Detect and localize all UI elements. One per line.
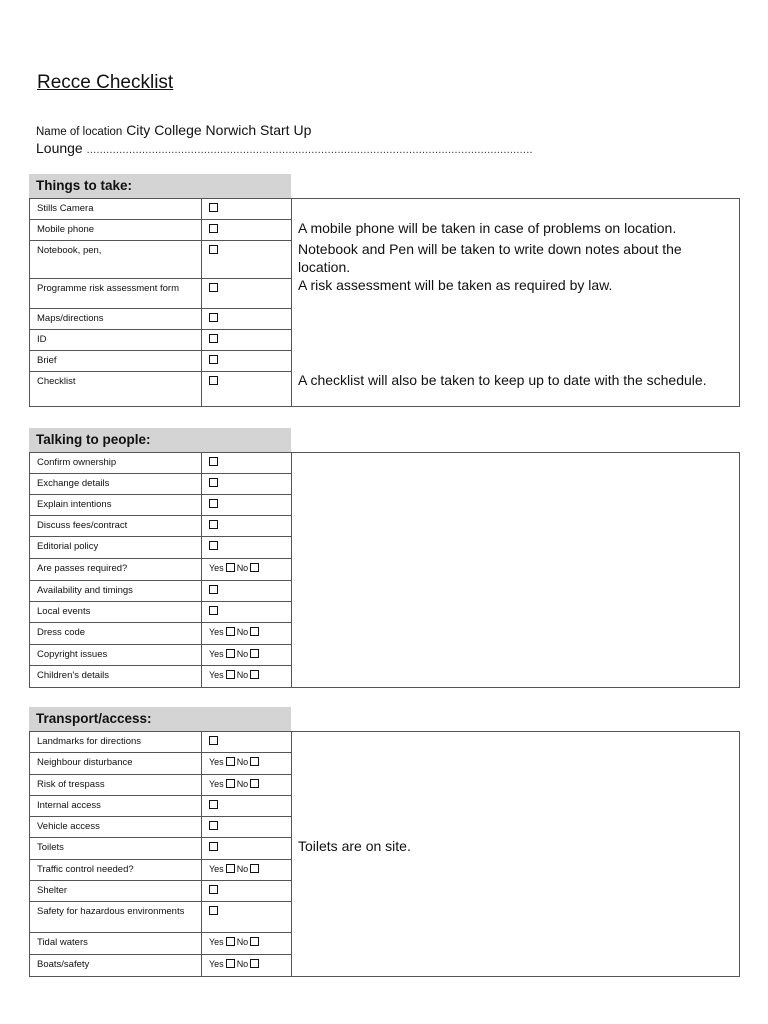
checkbox[interactable] xyxy=(209,885,218,894)
checklist-row-label: Local events xyxy=(30,602,202,622)
no-checkbox[interactable] xyxy=(250,670,259,679)
checklist-row-label: Exchange details xyxy=(30,474,202,494)
checklist-row-label: Are passes required? xyxy=(30,559,202,580)
checklist-row-are-passes-required xyxy=(30,559,292,581)
item-list xyxy=(30,199,292,406)
checkbox-cell xyxy=(202,838,292,859)
checklist-row-label: ID xyxy=(30,330,202,350)
note-risk-assessment: A risk assessment will be taken as required by law. xyxy=(298,277,613,293)
checklist-row-label: Brief xyxy=(30,351,202,371)
checkbox-cell xyxy=(202,753,292,774)
section-heading: Transport/access: xyxy=(29,707,291,731)
checkbox[interactable] xyxy=(209,499,218,508)
item-list xyxy=(30,732,292,976)
checkbox-cell xyxy=(202,495,292,515)
section-heading: Talking to people: xyxy=(29,428,291,452)
checklist-row-maps-directions xyxy=(30,309,292,330)
checklist-row-label: Shelter xyxy=(30,881,202,901)
checklist-row-label: Mobile phone xyxy=(30,220,202,240)
checklist-row-brief xyxy=(30,351,292,372)
checklist-row-landmarks-for-directions xyxy=(30,732,292,753)
checkbox-cell xyxy=(202,666,292,687)
checklist-row-confirm-ownership xyxy=(30,453,292,474)
no-checkbox[interactable] xyxy=(250,627,259,636)
no-label: No xyxy=(236,670,249,680)
notes-cell[interactable] xyxy=(292,453,739,687)
checklist-row-label: Stills Camera xyxy=(30,199,202,219)
checkbox[interactable] xyxy=(209,334,218,343)
yes-label: Yes xyxy=(209,563,224,573)
checkbox[interactable] xyxy=(209,355,218,364)
note-mobile-phone: A mobile phone will be taken in case of problems on location. xyxy=(298,220,677,236)
checklist-row-stills-camera xyxy=(30,199,292,220)
checkbox-cell xyxy=(202,645,292,665)
yes-label: Yes xyxy=(209,864,224,874)
checklist-row-children-s-details xyxy=(30,666,292,687)
section-heading: Things to take: xyxy=(29,174,291,198)
note-toilets: Toilets are on site. xyxy=(298,838,411,854)
location-line-1 xyxy=(36,122,533,140)
checkbox[interactable] xyxy=(209,224,218,233)
notes-cell[interactable] xyxy=(292,732,739,976)
yes-checkbox[interactable] xyxy=(226,649,235,658)
checklist-row-programme-risk-assessment-form xyxy=(30,279,292,309)
yes-label: Yes xyxy=(209,670,224,680)
checkbox-cell xyxy=(202,474,292,494)
checkbox-cell xyxy=(202,372,292,406)
checkbox[interactable] xyxy=(209,842,218,851)
checkbox-cell xyxy=(202,955,292,976)
checklist-row-label: Vehicle access xyxy=(30,817,202,837)
location-line-2 xyxy=(36,140,533,158)
section-talking-to-people xyxy=(29,428,740,688)
checklist-row-tidal-waters xyxy=(30,933,292,955)
item-list xyxy=(30,453,292,687)
checkbox[interactable] xyxy=(209,585,218,594)
no-label: No xyxy=(236,563,249,573)
checkbox-cell xyxy=(202,581,292,601)
checklist-row-label: Risk of trespass xyxy=(30,775,202,795)
no-checkbox[interactable] xyxy=(250,563,259,572)
section-table xyxy=(29,452,740,688)
checkbox[interactable] xyxy=(209,541,218,550)
checklist-row-label: Neighbour disturbance xyxy=(30,753,202,774)
checkbox-cell xyxy=(202,279,292,308)
checkbox-cell xyxy=(202,933,292,954)
checkbox-cell xyxy=(202,817,292,837)
section-transport-access xyxy=(29,707,740,977)
checklist-row-label: Programme risk assessment form xyxy=(30,279,202,308)
no-label: No xyxy=(236,779,249,789)
location-label: Name of location xyxy=(36,126,123,138)
yes-label: Yes xyxy=(209,937,224,947)
checklist-row-label: Availability and timings xyxy=(30,581,202,601)
checkbox-cell xyxy=(202,860,292,880)
checkbox[interactable] xyxy=(209,606,218,615)
location-value-continued[interactable]: Lounge xyxy=(36,140,83,156)
yes-label: Yes xyxy=(209,959,224,969)
checkbox-cell xyxy=(202,602,292,622)
checkbox[interactable] xyxy=(209,800,218,809)
checklist-row-safety-for-hazardous-environments xyxy=(30,902,292,933)
checklist-row-risk-of-trespass xyxy=(30,775,292,796)
no-label: No xyxy=(236,864,249,874)
checkbox-cell xyxy=(202,241,292,278)
section-table xyxy=(29,731,740,977)
yes-checkbox[interactable] xyxy=(226,937,235,946)
checklist-row-checklist xyxy=(30,372,292,406)
no-checkbox[interactable] xyxy=(250,864,259,873)
checklist-row-label: Toilets xyxy=(30,838,202,859)
checkbox-cell xyxy=(202,732,292,752)
checkbox-cell xyxy=(202,453,292,473)
yes-checkbox[interactable] xyxy=(226,779,235,788)
checkbox-cell xyxy=(202,902,292,932)
checkbox-cell xyxy=(202,220,292,240)
checkbox-cell xyxy=(202,796,292,816)
checkbox-cell xyxy=(202,623,292,644)
yes-checkbox[interactable] xyxy=(226,563,235,572)
no-label: No xyxy=(236,959,249,969)
checklist-row-editorial-policy xyxy=(30,537,292,559)
section-things-to-take xyxy=(29,174,740,407)
location-value[interactable]: City College Norwich Start Up xyxy=(126,122,312,138)
checkbox[interactable] xyxy=(209,736,218,745)
checklist-row-label: Checklist xyxy=(30,372,202,406)
checklist-row-internal-access xyxy=(30,796,292,817)
checklist-row-exchange-details xyxy=(30,474,292,495)
checklist-row-label: Children's details xyxy=(30,666,202,687)
checkbox[interactable] xyxy=(209,457,218,466)
checklist-row-vehicle-access xyxy=(30,817,292,838)
checklist-row-toilets xyxy=(30,838,292,860)
yes-checkbox[interactable] xyxy=(226,864,235,873)
checkbox[interactable] xyxy=(209,376,218,385)
notes-cell[interactable] xyxy=(292,199,739,406)
checkbox-cell xyxy=(202,330,292,350)
no-label: No xyxy=(236,627,249,637)
checklist-row-local-events xyxy=(30,602,292,623)
checklist-row-label: Traffic control needed? xyxy=(30,860,202,880)
checkbox-cell xyxy=(202,537,292,558)
checklist-row-boats-safety xyxy=(30,955,292,976)
yes-checkbox[interactable] xyxy=(226,627,235,636)
checkbox[interactable] xyxy=(209,478,218,487)
checklist-row-discuss-fees-contract xyxy=(30,516,292,537)
note-notebook-pen: Notebook and Pen will be taken to write down notes about the location. xyxy=(298,241,682,275)
checkbox-cell xyxy=(202,775,292,795)
checklist-row-label: Confirm ownership xyxy=(30,453,202,473)
yes-checkbox[interactable] xyxy=(226,757,235,766)
yes-label: Yes xyxy=(209,757,224,767)
checklist-row-dress-code xyxy=(30,623,292,645)
checklist-row-id xyxy=(30,330,292,351)
checklist-row-label: Copyright issues xyxy=(30,645,202,665)
checkbox-cell xyxy=(202,559,292,580)
location-dotted-line: ......................................................................................................................................... xyxy=(86,144,533,156)
no-checkbox[interactable] xyxy=(250,959,259,968)
checklist-row-traffic-control-needed xyxy=(30,860,292,881)
yes-label: Yes xyxy=(209,649,224,659)
page-title: Recce Checklist xyxy=(37,72,174,93)
checkbox[interactable] xyxy=(209,203,218,212)
checklist-row-label: Editorial policy xyxy=(30,537,202,558)
section-table xyxy=(29,198,740,407)
checklist-row-label: Internal access xyxy=(30,796,202,816)
checklist-row-mobile-phone xyxy=(30,220,292,241)
note-checklist: A checklist will also be taken to keep up to date with the schedule. xyxy=(298,372,707,388)
checkbox-cell xyxy=(202,881,292,901)
checkbox[interactable] xyxy=(209,313,218,322)
no-checkbox[interactable] xyxy=(250,757,259,766)
no-label: No xyxy=(236,757,249,767)
checklist-row-label: Boats/safety xyxy=(30,955,202,976)
no-checkbox[interactable] xyxy=(250,937,259,946)
checklist-row-notebook-pen xyxy=(30,241,292,279)
checklist-row-availability-and-timings xyxy=(30,581,292,602)
checkbox[interactable] xyxy=(209,906,218,915)
checkbox[interactable] xyxy=(209,283,218,292)
yes-checkbox[interactable] xyxy=(226,959,235,968)
checklist-row-label: Explain intentions xyxy=(30,495,202,515)
no-label: No xyxy=(236,937,249,947)
checklist-row-label: Notebook, pen, xyxy=(30,241,202,278)
checkbox[interactable] xyxy=(209,520,218,529)
checklist-row-label: Discuss fees/contract xyxy=(30,516,202,536)
checklist-row-shelter xyxy=(30,881,292,902)
checkbox-cell xyxy=(202,309,292,329)
checkbox[interactable] xyxy=(209,245,218,254)
yes-label: Yes xyxy=(209,779,224,789)
checkbox-cell xyxy=(202,199,292,219)
no-label: No xyxy=(236,649,249,659)
checklist-row-label: Landmarks for directions xyxy=(30,732,202,752)
yes-checkbox[interactable] xyxy=(226,670,235,679)
checklist-row-neighbour-disturbance xyxy=(30,753,292,775)
location-block xyxy=(36,122,533,158)
checkbox[interactable] xyxy=(209,821,218,830)
checklist-row-label: Tidal waters xyxy=(30,933,202,954)
checklist-row-label: Dress code xyxy=(30,623,202,644)
checkbox-cell xyxy=(202,516,292,536)
checklist-row-label: Maps/directions xyxy=(30,309,202,329)
yes-label: Yes xyxy=(209,627,224,637)
no-checkbox[interactable] xyxy=(250,779,259,788)
no-checkbox[interactable] xyxy=(250,649,259,658)
checklist-row-label: Safety for hazardous environments xyxy=(30,902,202,932)
checklist-row-explain-intentions xyxy=(30,495,292,516)
checklist-row-copyright-issues xyxy=(30,645,292,666)
checkbox-cell xyxy=(202,351,292,371)
